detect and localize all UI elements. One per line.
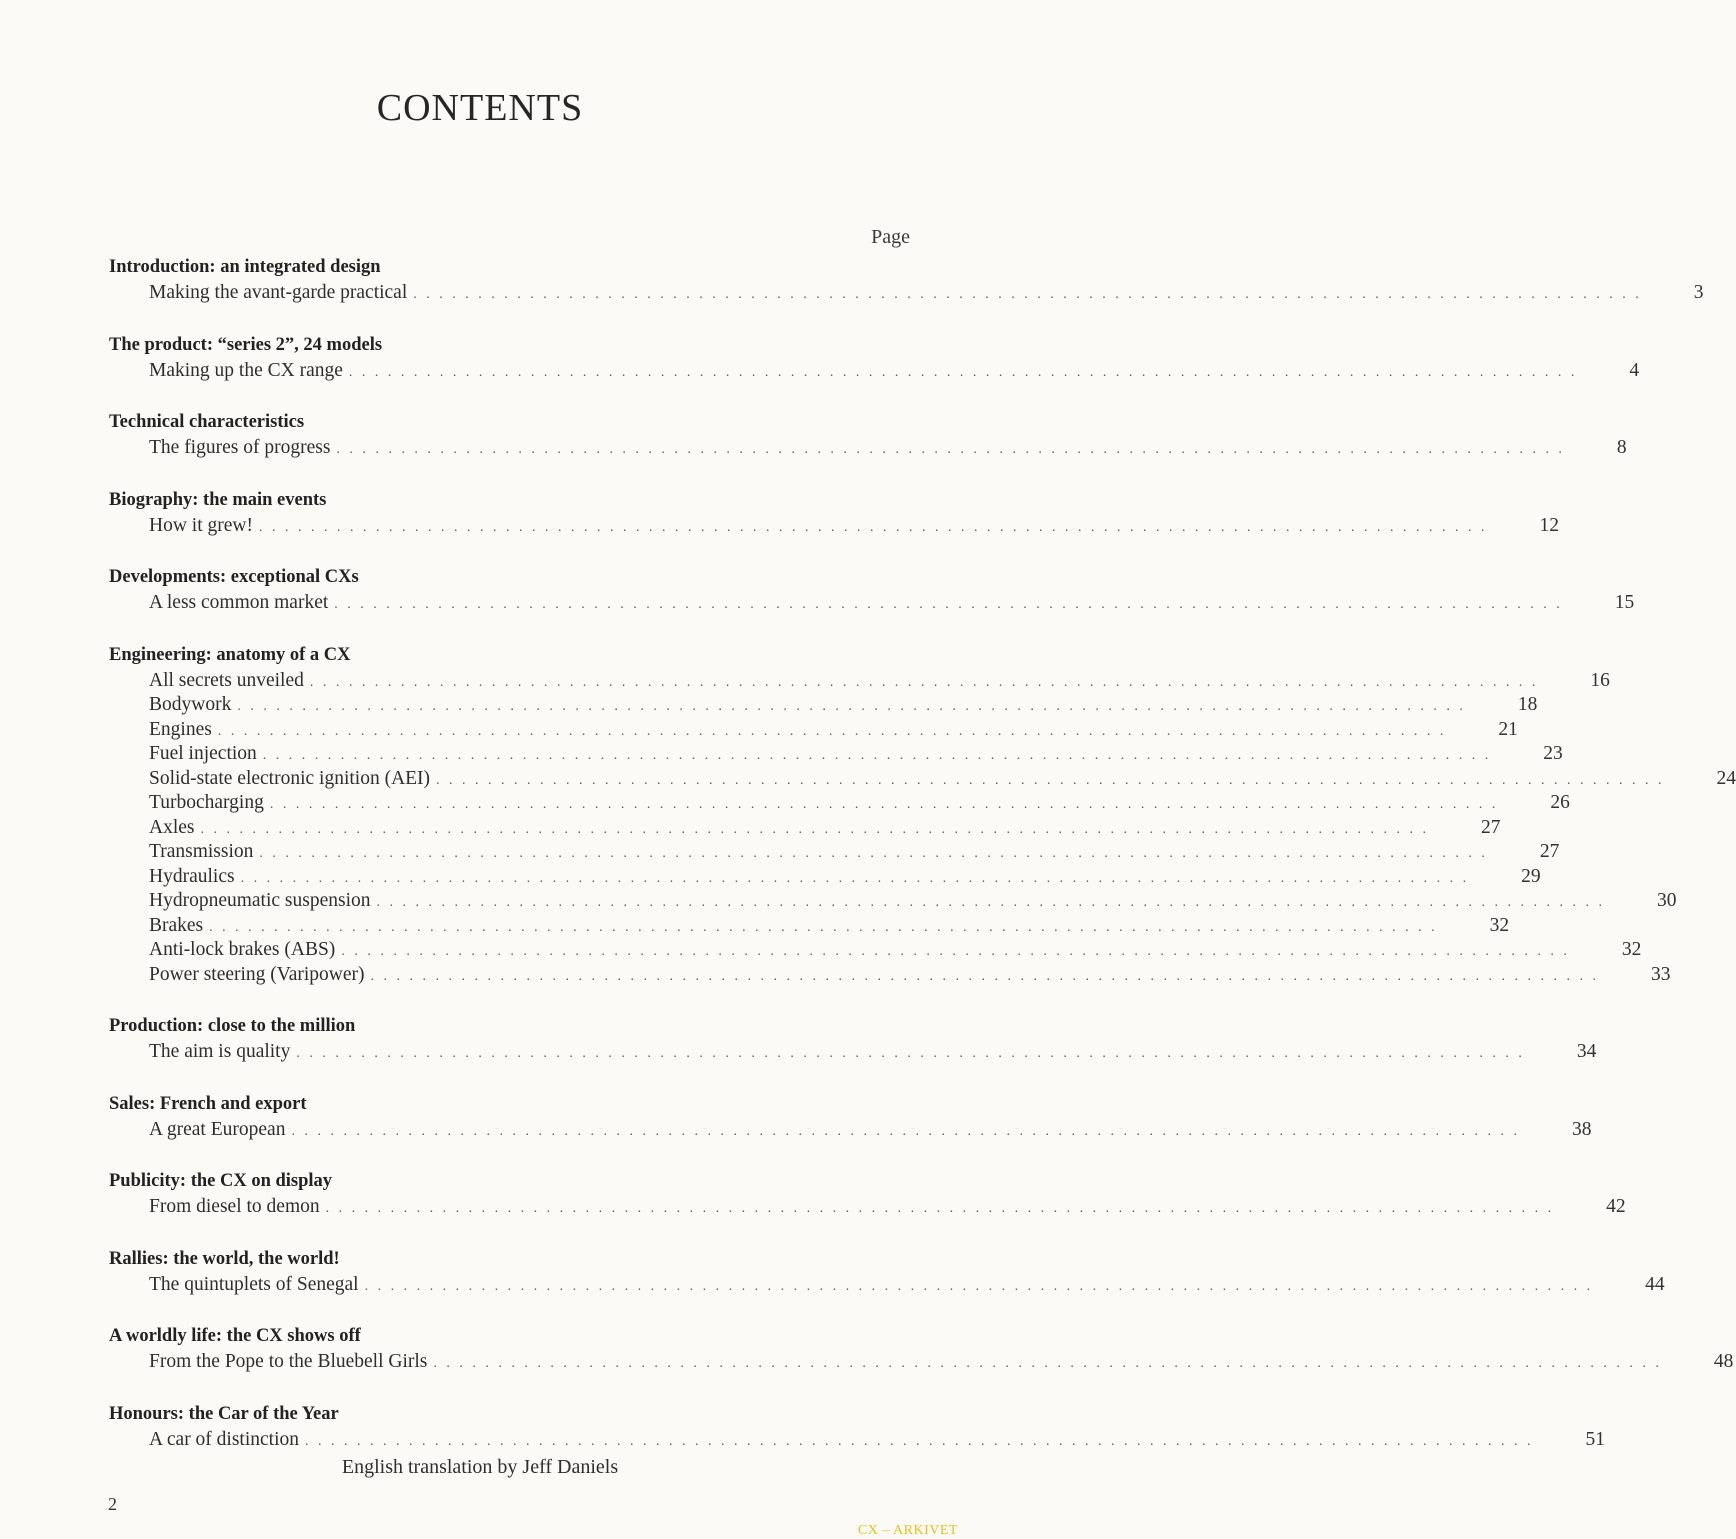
page-title: CONTENTS bbox=[376, 87, 584, 129]
section-heading: Honours: the Car of the Year bbox=[109, 1403, 339, 1424]
toc-section bbox=[109, 1013, 1597, 1065]
toc-entry bbox=[109, 591, 1635, 616]
entry-title: Engines bbox=[149, 718, 212, 740]
entry-title: Solid-state electronic ignition (AEI) bbox=[149, 767, 431, 789]
toc-entry bbox=[109, 767, 1736, 792]
entry-title: Hydropneumatic suspension bbox=[149, 890, 371, 911]
dot-leader: . . . . . . . . . . . . . . . . . . . . . . . . . . . . . . . . . . . . . . . . . . . . . . . . . . . . . . . . . . . . . . . . . . . . . . . . . . . . . . . . . . . . . . . . . . . . . . . bbox=[436, 772, 1665, 788]
entry-title: Making up the CX range bbox=[149, 359, 343, 381]
dot-leader: . . . . . . . . . . . . . . . . . . . . . . . . . . . . . . . . . . . . . . . . . . . . . . . . . . . . . . . . . . . . . . . . . . . . . . . . . . . . . . . . . . . . . . . . . . . . . . . bbox=[305, 1433, 1534, 1449]
entry-page-number: 32 bbox=[1621, 939, 1642, 960]
toc-entry bbox=[109, 718, 1518, 743]
dot-leader: . . . . . . . . . . . . . . . . . . . . . . . . . . . . . . . . . . . . . . . . . . . . . . . . . . . . . . . . . . . . . . . . . . . . . . . . . . . . . . . . . . . . . . . . . . . . . . . bbox=[217, 723, 1447, 739]
section-heading: Rallies: the world, the world! bbox=[109, 1248, 340, 1269]
entry-title: How it grew! bbox=[149, 514, 253, 536]
dot-leader: . . . . . . . . . . . . . . . . . . . . . . . . . . . . . . . . . . . . . . . . . . . . . . . . . . . . . . . . . . . . . . . . . . . . . . . . . . . . . . . . . . . . . . . . . . . . . . . bbox=[258, 519, 1488, 535]
toc-entry bbox=[109, 914, 1510, 939]
toc-section bbox=[109, 1168, 1626, 1220]
dot-leader: . . . . . . . . . . . . . . . . . . . . . . . . . . . . . . . . . . . . . . . . . . . . . . . . . . . . . . . . . . . . . . . . . . . . . . . . . . . . . . . . . . . . . . . . . . . . . . . bbox=[376, 895, 1606, 910]
dot-leader: . . . . . . . . . . . . . . . . . . . . . . . . . . . . . . . . . . . . . . . . . . . . . . . . . . . . . . . . . . . . . . . . . . . . . . . . . . . . . . . . . . . . . . . . . . . . . . . bbox=[291, 1123, 1520, 1139]
entry-title: A car of distinction bbox=[149, 1428, 300, 1450]
toc-entry bbox=[109, 1273, 1665, 1298]
toc-section bbox=[109, 409, 1627, 461]
page-number: 2 bbox=[108, 1494, 117, 1514]
entry-page-number: 16 bbox=[1590, 669, 1610, 691]
dot-leader: . . . . . . . . . . . . . . . . . . . . . . . . . . . . . . . . . . . . . . . . . . . . . . . . . . . . . . . . . . . . . . . . . . . . . . . . . . . . . . . . . . . . . . . . . . . . . . . bbox=[269, 797, 1499, 812]
entry-page-number: 12 bbox=[1539, 514, 1559, 536]
dot-leader: . . . . . . . . . . . . . . . . . . . . . . . . . . . . . . . . . . . . . . . . . . . . . . . . . . . . . . . . . . . . . . . . . . . . . . . . . . . . . . . . . . . . . . . . . . . . . . . bbox=[209, 919, 1438, 935]
entry-page-number: 34 bbox=[1576, 1041, 1597, 1062]
dot-leader: . . . . . . . . . . . . . . . . . . . . . . . . . . . . . . . . . . . . . . . . . . . . . . . . . . . . . . . . . . . . . . . . . . . . . . . . . . . . . . . . . . . . . . . . . . . . . . . bbox=[341, 944, 1570, 959]
section-heading: Introduction: an integrated design bbox=[109, 257, 381, 277]
entry-title: Brakes bbox=[149, 914, 204, 936]
toc-entry bbox=[109, 865, 1541, 890]
entry-title: Anti-lock brakes (ABS) bbox=[149, 939, 336, 960]
entry-page-number: 27 bbox=[1539, 841, 1560, 862]
translation-credit: English translation by Jeff Daniels bbox=[341, 1456, 619, 1478]
dot-leader: . . . . . . . . . . . . . . . . . . . . . . . . . . . . . . . . . . . . . . . . . . . . . . . . . . . . . . . . . . . . . . . . . . . . . . . . . . . . . . . . . . . . . . . . . . . . . . . bbox=[262, 748, 1492, 763]
entry-page-number: 48 bbox=[1713, 1351, 1734, 1372]
dot-leader: . . . . . . . . . . . . . . . . . . . . . . . . . . . . . . . . . . . . . . . . . . . . . . . . . . . . . . . . . . . . . . . . . . . . . . . . . . . . . . . . . . . . . . . . . . . . . . . bbox=[237, 699, 1466, 714]
dot-leader: . . . . . . . . . . . . . . . . . . . . . . . . . . . . . . . . . . . . . . . . . . . . . . . . . . . . . . . . . . . . . . . . . . . . . . . . . . . . . . . . . . . . . . . . . . . . . . . bbox=[309, 674, 1539, 690]
toc-entry bbox=[109, 742, 1563, 767]
entry-title: From diesel to demon bbox=[149, 1196, 320, 1217]
toc-entry bbox=[109, 1428, 1606, 1453]
section-heading: A worldly life: the CX shows off bbox=[109, 1326, 361, 1346]
entry-page-number: 51 bbox=[1585, 1428, 1606, 1450]
entry-page-number: 23 bbox=[1543, 743, 1563, 764]
entry-title: The quintuplets of Senegal bbox=[149, 1273, 359, 1295]
entry-page-number: 26 bbox=[1550, 792, 1570, 813]
entry-page-number: 21 bbox=[1498, 718, 1518, 740]
section-heading: Biography: the main events bbox=[109, 489, 327, 510]
toc-entry bbox=[109, 963, 1671, 988]
toc-section bbox=[109, 642, 1736, 988]
toc-section bbox=[109, 254, 1704, 306]
toc-entry bbox=[109, 436, 1627, 461]
toc-entry bbox=[109, 514, 1559, 539]
dot-leader: . . . . . . . . . . . . . . . . . . . . . . . . . . . . . . . . . . . . . . . . . . . . . . . . . . . . . . . . . . . . . . . . . . . . . . . . . . . . . . . . . . . . . . . . . . . . . . . bbox=[240, 870, 1470, 886]
entry-page-number: 8 bbox=[1616, 437, 1627, 458]
toc-entry bbox=[109, 1040, 1597, 1065]
section-heading: Developments: exceptional CXs bbox=[109, 567, 359, 587]
toc-entry bbox=[109, 1118, 1592, 1143]
entry-page-number: 18 bbox=[1517, 694, 1538, 715]
entry-title: Bodywork bbox=[149, 694, 232, 715]
toc-entry bbox=[109, 1195, 1626, 1220]
entry-page-number: 30 bbox=[1657, 890, 1677, 911]
entry-title: Power steering (Varipower) bbox=[149, 963, 365, 985]
entry-title: From the Pope to the Bluebell Girls bbox=[149, 1351, 428, 1372]
entry-page-number: 24 bbox=[1716, 767, 1736, 789]
section-heading: The product: “series 2”, 24 models bbox=[109, 334, 383, 355]
toc-entry bbox=[109, 840, 1560, 865]
toc-entry bbox=[109, 359, 1640, 384]
entry-title: Axles bbox=[149, 816, 195, 838]
section-heading: Sales: French and export bbox=[109, 1093, 307, 1114]
dot-leader: . . . . . . . . . . . . . . . . . . . . . . . . . . . . . . . . . . . . . . . . . . . . . . . . . . . . . . . . . . . . . . . . . . . . . . . . . . . . . . . . . . . . . . . . . . . . . . . bbox=[370, 968, 1600, 984]
dot-leader: . . . . . . . . . . . . . . . . . . . . . . . . . . . . . . . . . . . . . . . . . . . . . . . . . . . . . . . . . . . . . . . . . . . . . . . . . . . . . . . . . . . . . . . . . . . . . . . bbox=[348, 364, 1578, 380]
page-column-label: Page bbox=[871, 226, 910, 248]
dot-leader: . . . . . . . . . . . . . . . . . . . . . . . . . . . . . . . . . . . . . . . . . . . . . . . . . . . . . . . . . . . . . . . . . . . . . . . . . . . . . . . . . . . . . . . . . . . . . . . bbox=[296, 1046, 1525, 1061]
table-of-contents bbox=[109, 254, 1736, 1478]
toc-section bbox=[109, 564, 1635, 616]
dot-leader: . . . . . . . . . . . . . . . . . . . . . . . . . . . . . . . . . . . . . . . . . . . . . . . . . . . . . . . . . . . . . . . . . . . . . . . . . . . . . . . . . . . . . . . . . . . . . . . bbox=[200, 821, 1429, 837]
section-heading: Publicity: the CX on display bbox=[109, 1171, 333, 1191]
toc-entry bbox=[109, 693, 1538, 718]
dot-leader: . . . . . . . . . . . . . . . . . . . . . . . . . . . . . . . . . . . . . . . . . . . . . . . . . . . . . . . . . . . . . . . . . . . . . . . . . . . . . . . . . . . . . . . . . . . . . . . bbox=[325, 1201, 1555, 1216]
entry-page-number: 15 bbox=[1614, 592, 1635, 613]
dot-leader: . . . . . . . . . . . . . . . . . . . . . . . . . . . . . . . . . . . . . . . . . . . . . . . . . . . . . . . . . . . . . . . . . . . . . . . . . . . . . . . . . . . . . . . . . . . . . . . bbox=[433, 1356, 1662, 1371]
entry-title: The figures of progress bbox=[149, 437, 331, 458]
entry-title: A great European bbox=[149, 1118, 286, 1140]
toc-entry bbox=[109, 938, 1642, 963]
toc-section bbox=[109, 487, 1559, 539]
dot-leader: . . . . . . . . . . . . . . . . . . . . . . . . . . . . . . . . . . . . . . . . . . . . . . . . . . . . . . . . . . . . . . . . . . . . . . . . . . . . . . . . . . . . . . . . . . . . . . . bbox=[259, 846, 1488, 861]
entry-title: Hydraulics bbox=[149, 865, 235, 887]
entry-page-number: 27 bbox=[1481, 816, 1501, 838]
entry-title: The aim is quality bbox=[149, 1041, 291, 1062]
dot-leader: . . . . . . . . . . . . . . . . . . . . . . . . . . . . . . . . . . . . . . . . . . . . . . . . . . . . . . . . . . . . . . . . . . . . . . . . . . . . . . . . . . . . . . . . . . . . . . . bbox=[336, 442, 1565, 457]
toc-entry bbox=[109, 791, 1570, 816]
entry-page-number: 42 bbox=[1606, 1196, 1626, 1217]
entry-title: Transmission bbox=[149, 841, 254, 862]
entry-title: All secrets unveiled bbox=[149, 669, 304, 691]
archive-stamp: CX – ARKIVET bbox=[857, 1523, 958, 1538]
toc-entry bbox=[109, 281, 1704, 306]
entry-page-number: 4 bbox=[1629, 359, 1640, 381]
toc-entry bbox=[109, 816, 1501, 841]
entry-title: Fuel injection bbox=[149, 743, 257, 764]
toc-section bbox=[109, 332, 1640, 384]
dot-leader: . . . . . . . . . . . . . . . . . . . . . . . . . . . . . . . . . . . . . . . . . . . . . . . . . . . . . . . . . . . . . . . . . . . . . . . . . . . . . . . . . . . . . . . . . . . . . . . bbox=[413, 287, 1642, 302]
entry-page-number: 3 bbox=[1693, 282, 1704, 303]
toc-entry bbox=[109, 669, 1610, 694]
entry-title: Turbocharging bbox=[149, 792, 264, 813]
toc-section bbox=[109, 1246, 1665, 1298]
dot-leader: . . . . . . . . . . . . . . . . . . . . . . . . . . . . . . . . . . . . . . . . . . . . . . . . . . . . . . . . . . . . . . . . . . . . . . . . . . . . . . . . . . . . . . . . . . . . . . . bbox=[334, 597, 1563, 612]
toc-section bbox=[109, 1091, 1592, 1143]
entry-page-number: 33 bbox=[1651, 963, 1671, 985]
toc-section bbox=[109, 1401, 1606, 1453]
dot-leader: . . . . . . . . . . . . . . . . . . . . . . . . . . . . . . . . . . . . . . . . . . . . . . . . . . . . . . . . . . . . . . . . . . . . . . . . . . . . . . . . . . . . . . . . . . . . . . . bbox=[364, 1278, 1594, 1294]
entry-page-number: 44 bbox=[1645, 1273, 1665, 1295]
entry-page-number: 29 bbox=[1521, 865, 1541, 887]
entry-page-number: 32 bbox=[1489, 914, 1510, 936]
section-heading: Engineering: anatomy of a CX bbox=[109, 644, 351, 665]
entry-page-number: 38 bbox=[1571, 1118, 1592, 1140]
toc-section bbox=[109, 1323, 1734, 1375]
section-heading: Production: close to the million bbox=[109, 1016, 356, 1036]
toc-entry bbox=[109, 889, 1677, 914]
toc-entry bbox=[109, 1350, 1734, 1375]
section-heading: Technical characteristics bbox=[109, 412, 305, 432]
entry-title: Making the avant-garde practical bbox=[149, 282, 408, 303]
entry-title: A less common market bbox=[149, 592, 329, 613]
